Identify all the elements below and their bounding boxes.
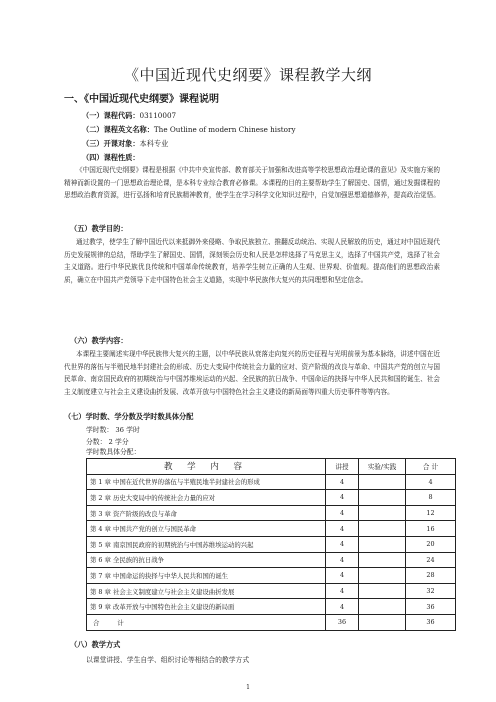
table-row [87,583,456,599]
cumulative-hours: 28 [406,568,456,584]
course-code-label: （一）课程代码： [82,111,140,120]
lecture-hours: 4 [326,505,359,521]
total-total: 36 [406,614,456,630]
cumulative-hours: 16 [406,521,456,537]
english-name-label: （二）课程英文名称： [82,125,154,134]
teaching-content-heading: （六）教学内容： [70,336,128,345]
table-row [87,552,456,568]
table-row [87,568,456,584]
practice-hours [359,599,406,615]
lecture-hours: 4 [326,599,359,615]
teaching-goal-heading: （五）教学目的： [70,224,128,233]
practice-hours [359,568,406,584]
chapter-name: 第 5 章 南京国民政府的初期统治与中国苏维埃运动的兴起 [87,536,326,552]
table-total-row [87,614,456,630]
chapter-name: 第 3 章 资产阶级的改良与革命 [87,505,326,521]
teaching-method-text: 以课堂讲授、学生自学、组织讨论等相结合的教学方式 [86,656,250,664]
cumulative-hours: 20 [406,536,456,552]
table-row [87,521,456,537]
practice-hours [359,583,406,599]
lecture-hours: 4 [326,474,359,490]
table-row [87,490,456,506]
table-row [87,505,456,521]
course-code-value: 03110007 [139,111,177,120]
lecture-hours: 4 [326,521,359,537]
lecture-hours: 4 [326,536,359,552]
document-title: 《中国近现代史纲要》课程教学大纲 [123,66,372,84]
practice-hours [359,521,406,537]
teaching-method-heading: （八）教学方式 [70,640,121,649]
teaching-goal-paragraph: 通过教学，使学生了解中国近代以来抵御外来侵略、争取民族独立、推翻反动统治、实现人民解放的历史，通过对中国近现代历史发展规律的总结，帮助学生了解国史、国情，深刻领会历史和人民是怎样选择了马克思主义，选择了中国共产党，选择了社会主义道路。进行中华民族优良传统和中国革命传统教育，培养学生树立正确的人生观、世界观、价值观。提高他们的思想政治素质，确立在中国共产党领导下走中国特色社会主义道路，实现中华民族伟大复兴的共同理想和坚定信念。 [64,238,440,284]
chapter-name: 第 8 章 社会主义制度建立与社会主义建设曲折发展 [87,583,326,599]
header-content: 教 学 内 容 [87,459,326,475]
lecture-hours: 4 [326,552,359,568]
chapter-name: 第 1 章 中国在近代世界的落伍与半殖民地半封建社会的形成 [87,474,326,490]
cumulative-hours: 4 [406,474,456,490]
english-name-value: The Outline of modern Chinese history [153,125,296,134]
lecture-hours: 4 [326,583,359,599]
course-nature-heading: （四）课程性质： [82,153,140,162]
header-lecture: 讲授 [326,459,359,475]
table-row [87,599,456,615]
audience-label: （三）开课对象： [82,139,140,148]
total-label: 合计 [87,614,326,630]
course-code-line [82,111,176,121]
practice-hours [359,474,406,490]
cumulative-hours: 12 [406,505,456,521]
distribution-line: 学时数具体分配： [86,448,141,456]
page-number: 1 [246,684,250,691]
table-row [87,536,456,552]
practice-hours [359,490,406,506]
practice-hours [359,505,406,521]
cumulative-hours: 24 [406,552,456,568]
table-row [87,474,456,490]
hours-line: 学时数： 36 学时 [86,426,140,434]
audience-line [82,139,168,149]
teaching-content-paragraph: 本课程主要阐述实现中华民族伟大复兴的主题，以中华民族从衰落走向复兴的历史征程与光明前景为基本脉络，讲述中国在近代世界的落伍与半殖民地半封建社会的形成、历史大变局中传统社会力量的应对、资产阶级的改良与革命、中国共产党的创立与国民革命、南京国民政府的初期统治与中国苏维埃运动的兴起、全民族的抗日战争、中国命运的抉择与中华人民共和国的诞生、社会主义制度建立与社会主义建设曲折发展、改革开放与中国特色社会主义建设的新局面等四重大历史事件等等内容。 [64,350,440,396]
audience-value: 本科专业 [139,139,169,148]
english-name-line [82,125,296,135]
practice-hours [359,552,406,568]
header-total: 合 计 [406,459,456,475]
header-practice: 实验/实践 [359,459,406,475]
cumulative-hours: 36 [406,599,456,615]
chapter-name: 第 2 章 历史大变局中的传统社会力量的应对 [87,490,326,506]
credits-line: 分数： 2 学分 [86,438,129,446]
cumulative-hours: 8 [406,490,456,506]
chapter-name: 第 6 章 全民族的抗日战争 [87,552,326,568]
total-lecture: 36 [326,614,359,630]
chapter-name: 第 9 章 改革开放与中国特色社会主义建设的新局面 [87,599,326,615]
hours-heading: （七）学时数、学分数及学时数具体分配 [64,412,194,421]
hours-distribution-table [86,458,456,631]
lecture-hours: 4 [326,568,359,584]
course-nature-paragraph: 《中国近现代史纲要》课程是根据《中共中央宣传部、教育部关于加强和改进高等学校思想政治理论课的意见》及实施方案的精神而新设置的一门思想政治理论课，是本科专业综合教育必修课。本课程的目的主要帮助学生了解国史、国情，通过发掘课程的思想政治教育资源，进行弘扬和培育民族精神教育，使学生在学习科学文化知识过程中，自觉加强思想道德修养，提高政治觉悟。 [64,166,440,200]
total-practice [359,614,406,630]
section-heading-course-description: 一、《中国近现代史纲要》课程说明 [64,94,219,105]
table-header-row [87,459,456,475]
chapter-name: 第 7 章 中国命运的抉择与中华人民共和国的诞生 [87,568,326,584]
chapter-name: 第 4 章 中国共产党的创立与国民革命 [87,521,326,537]
cumulative-hours: 32 [406,583,456,599]
practice-hours [359,536,406,552]
lecture-hours: 4 [326,490,359,506]
